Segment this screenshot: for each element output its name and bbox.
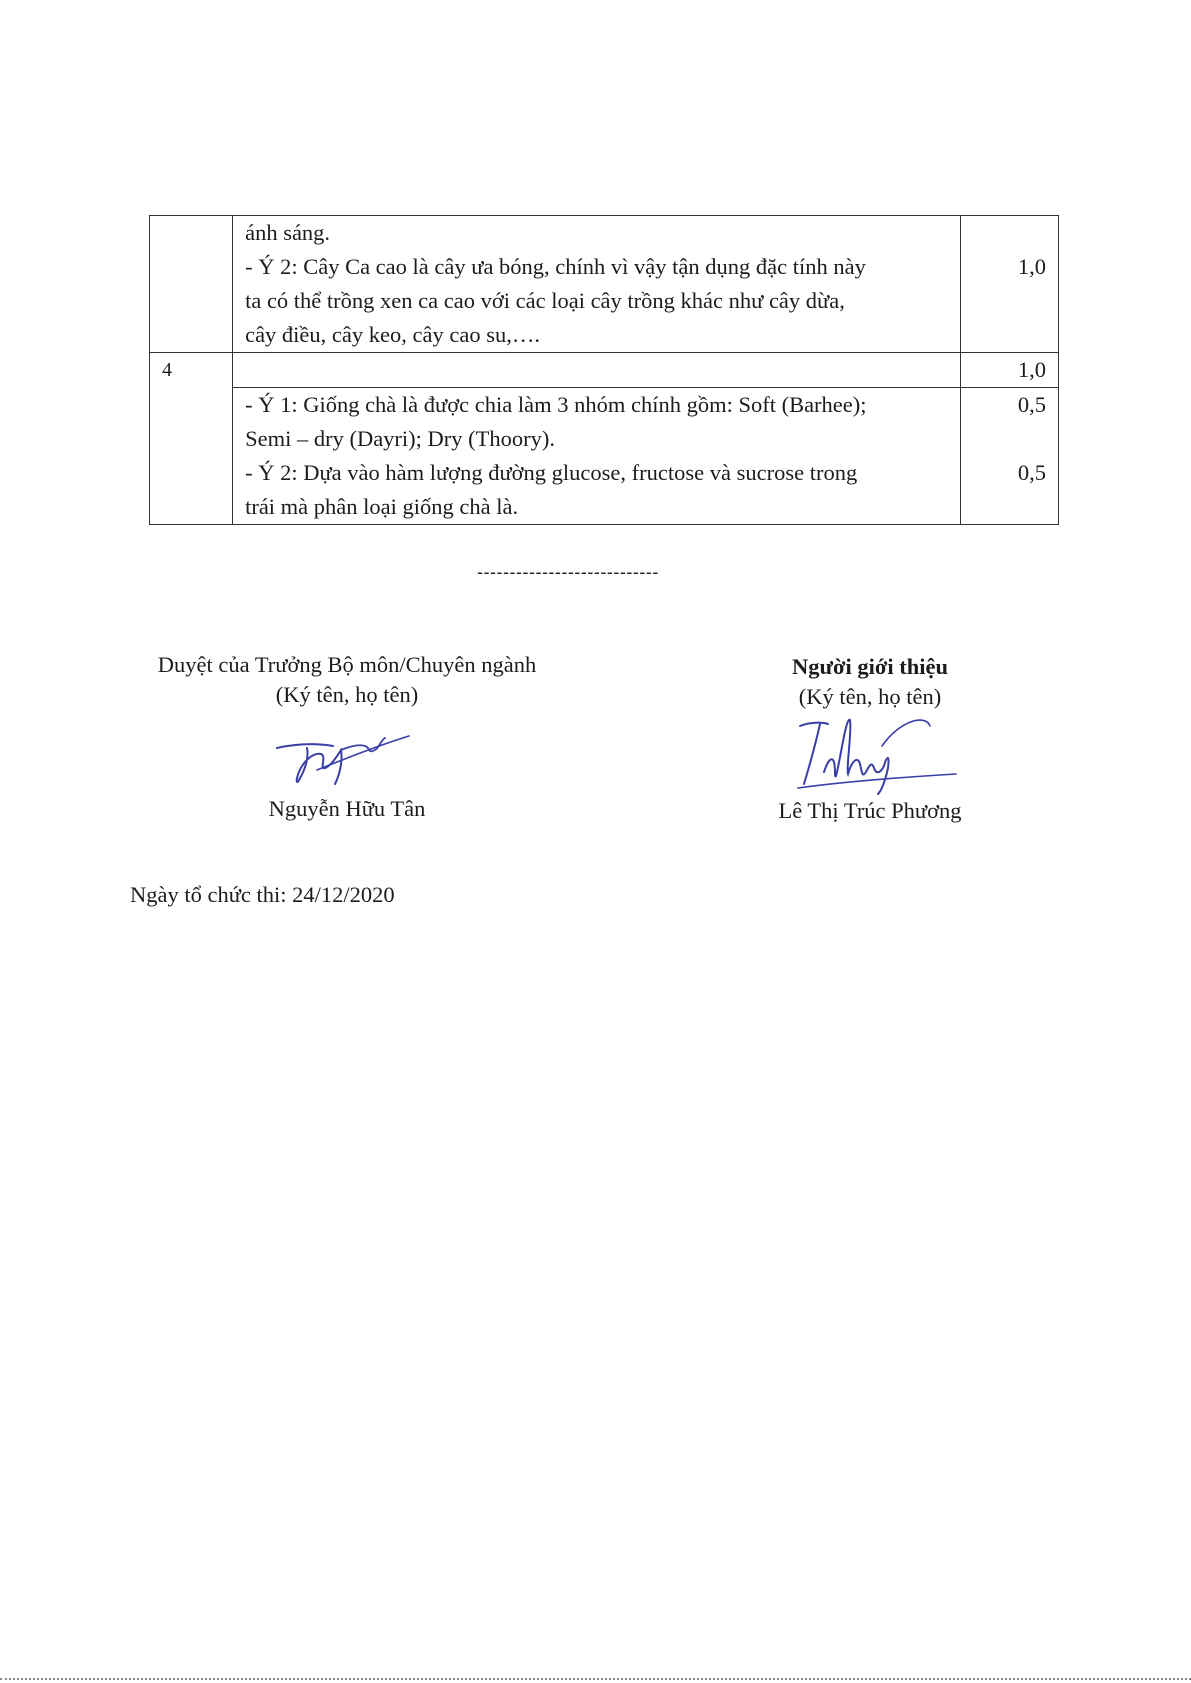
approver-name: Nguyễn Hữu Tân: [268, 796, 426, 821]
score-cell: [960, 388, 1058, 525]
answer-table: [149, 215, 1059, 525]
answer-line: Semi – dry (Dayri); Dry (Thoory).: [245, 426, 556, 451]
presenter-title: Người giới thiệu: [792, 654, 948, 679]
score-cell: [960, 353, 1058, 388]
score-value: 1,0: [1017, 254, 1046, 279]
answer-line: - Ý 2: Cây Ca cao là cây ưa bóng, chính vì vậy tận dụng đặc tính này: [245, 254, 866, 279]
approver-signature-block: [132, 650, 562, 824]
approver-subtitle: (Ký tên, họ tên): [275, 682, 419, 707]
answer-content-cell: [233, 353, 961, 388]
question-number-cell: 4: [150, 353, 233, 525]
section-divider: ----------------------------: [477, 562, 659, 582]
score-value: 1,0: [1017, 357, 1046, 382]
score-cell: [960, 216, 1058, 353]
score-value: 0,5: [1017, 460, 1046, 485]
presenter-name: Lê Thị Trúc Phương: [778, 798, 962, 823]
answer-line: cây điều, cây keo, cây cao su,….: [245, 322, 540, 347]
presenter-subtitle: (Ký tên, họ tên): [798, 684, 942, 709]
exam-date: Ngày tổ chức thi: 24/12/2020: [130, 882, 395, 907]
answer-line: - Ý 1: Giống chà là được chia làm 3 nhóm chính gồm: Soft (Barhee);: [245, 392, 867, 417]
score-value: 0,5: [1017, 392, 1046, 417]
answer-line: trái mà phân loại giống chà là.: [245, 494, 519, 519]
table-row-4-items: [150, 388, 1059, 525]
presenter-signature-block: [735, 652, 1005, 826]
approver-signature-image: [247, 710, 447, 794]
page-bottom-rule: [0, 1678, 1191, 1680]
answer-line: ta có thể trồng xen ca cao với các loại cây trồng khác như cây dừa,: [245, 288, 845, 313]
answer-content-cell: [233, 216, 961, 353]
approver-title: Duyệt của Trưởng Bộ môn/Chuyên ngành: [157, 652, 537, 677]
answer-line: ánh sáng.: [245, 220, 331, 245]
table-row-3: [150, 216, 1059, 353]
presenter-signature-image: [770, 712, 970, 796]
question-number-cell: [150, 216, 233, 353]
answer-line: - Ý 2: Dựa vào hàm lượng đường glucose, fructose và sucrose trong: [245, 460, 858, 485]
table-row-4-header: [150, 353, 1059, 388]
answer-content-cell: [233, 388, 961, 525]
